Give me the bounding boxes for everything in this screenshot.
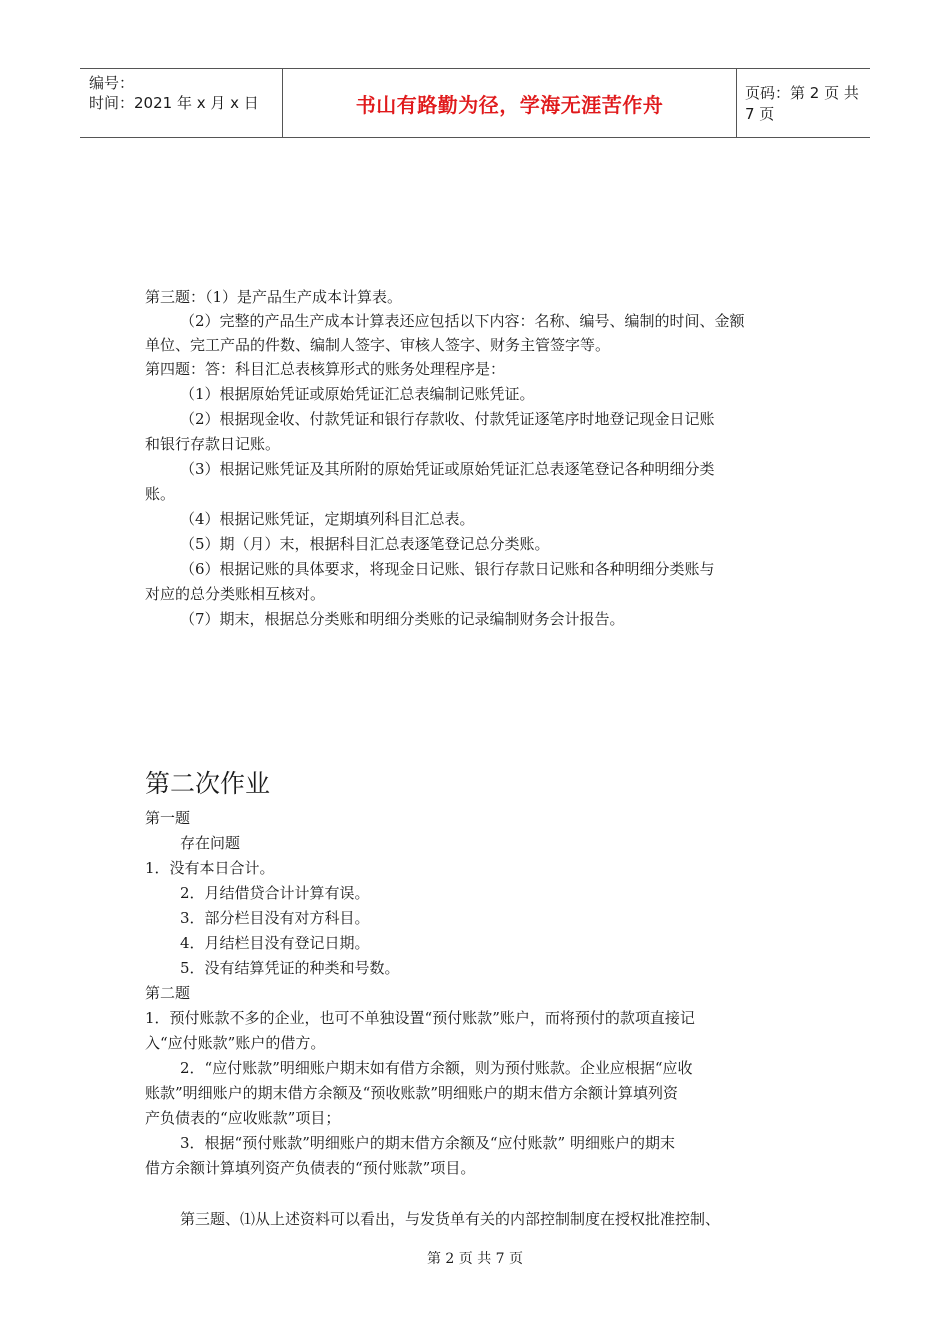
paragraph-line: 借方余额计算填列资产负债表的“预付账款”项目。 (145, 1159, 476, 1177)
paragraph-line: 1．预付账款不多的企业，也可不单独设置“预付账款”账户，而将预付的款项直接记 (145, 1009, 695, 1027)
header-meta-cell (80, 69, 283, 137)
paragraph-line: （4）根据记账凭证，定期填列科目汇总表。 (180, 510, 475, 528)
paragraph-line: 1．没有本日合计。 (145, 859, 275, 877)
section-title: 第二次作业 (145, 769, 271, 798)
number-label: 编号： (89, 74, 135, 92)
paragraph-line: 账款”明细账户的期末借方余额及“预收账款”明细账户的期末借方余额计算填列资 (145, 1084, 679, 1102)
paragraph-line: （5）期（月）末，根据科目汇总表逐笔登记总分类账。 (180, 535, 550, 553)
motto-text: 书山有路勤为径，学海无涯苦作舟 (355, 92, 664, 117)
paragraph-line: 和银行存款日记账。 (145, 435, 281, 453)
paragraph-line: 第四题：答：科目汇总表核算形式的账务处理程序是： (145, 360, 506, 378)
paragraph-line: 2．“应付账款”明细账户期末如有借方余额，则为预付账款。企业应根据“应收 (180, 1059, 693, 1077)
page-footer: 第 2 页 共 7 页 (426, 1251, 524, 1267)
paragraph-line: （7）期末，根据总分类账和明细分类账的记录编制财务会计报告。 (180, 610, 625, 628)
paragraph-line: （2）完整的产品生产成本计算表还应包括以下内容：名称、编号、编制的时间、金额 (180, 312, 745, 330)
paragraph-line: （2）根据现金收、付款凭证和银行存款收、付款凭证逐笔序时地登记现金日记账 (180, 410, 715, 428)
paragraph-line: （6）根据记账的具体要求，将现金日记账、银行存款日记账和各种明细分类账与 (180, 560, 715, 578)
header-motto-cell (283, 69, 737, 137)
paragraph-line: 对应的总分类账相互核对。 (145, 585, 326, 603)
paragraph-line: 5．没有结算凭证的种类和号数。 (180, 959, 400, 977)
header-page-cell (737, 69, 870, 137)
paragraph-line: （1）根据原始凭证或原始凭证汇总表编制记账凭证。 (180, 385, 535, 403)
paragraph-line: 第三题：（1）是产品生产成本计算表。 (145, 288, 403, 306)
paragraph-line: 第三题、⑴从上述资料可以看出，与发货单有关的内部控制制度在授权批准控制、 (180, 1210, 721, 1228)
paragraph-line: 3．根据“预付账款”明细账户的期末借方余额及“应付账款” 明细账户的期末 (180, 1134, 675, 1152)
paragraph-line: 4．月结栏目没有登记日期。 (180, 934, 370, 952)
paragraph-line: 账。 (145, 485, 176, 503)
paragraph-line: 2．月结借贷合计计算有误。 (180, 884, 370, 902)
paragraph-line: 单位、完工产品的件数、编制人签字、审核人签字、财务主管签字等。 (145, 336, 611, 354)
paragraph-line: （3）根据记账凭证及其所附的原始凭证或原始凭证汇总表逐笔登记各种明细分类 (180, 460, 715, 478)
paragraph-line: 3．部分栏目没有对方科目。 (180, 909, 370, 927)
time-label: 时间：2021 年 x 月 x 日 (89, 94, 259, 112)
paragraph-line: 产负债表的“应收账款”项目； (145, 1109, 341, 1127)
paragraph-line: 第二题 (145, 984, 191, 1002)
paragraph-line: 第一题 (145, 809, 191, 827)
paragraph-line: 存在问题 (180, 834, 241, 852)
page-label: 页码：第 2 页 共 7 页 (745, 84, 859, 123)
paragraph-line: 入“应付账款”账户的借方。 (145, 1034, 326, 1052)
header-table (80, 68, 870, 138)
